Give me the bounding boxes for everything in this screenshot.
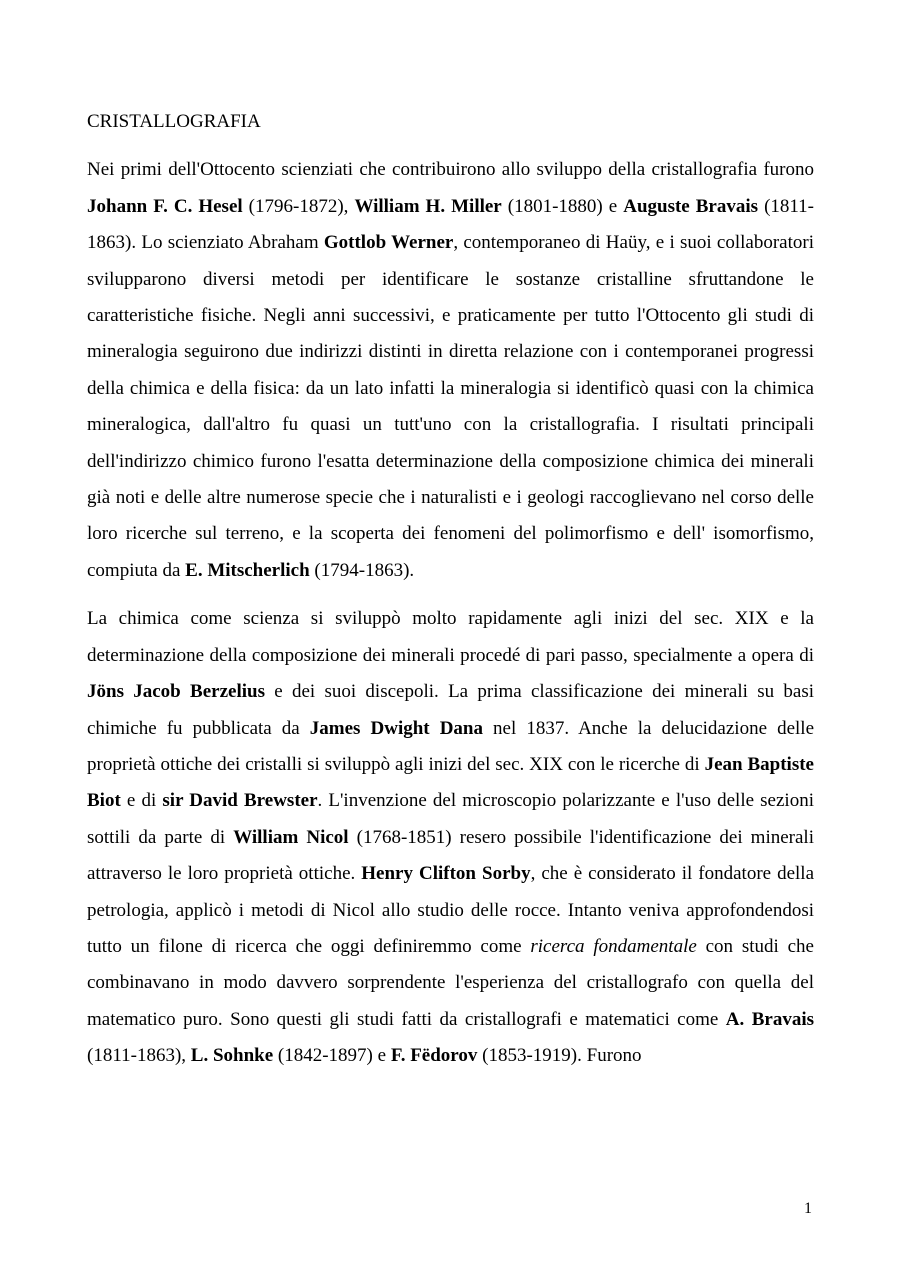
bold-name: sir David Brewster	[162, 790, 318, 812]
document-title: CRISTALLOGRAFIA	[87, 111, 261, 132]
bold-name: Gottlob Werner	[323, 232, 454, 254]
paragraph	[87, 601, 814, 1074]
text-run: nel 1837. Anche la delucidazione delle proprietà ottiche dei cristalli si sviluppò agli inizi del sec. XIX con le ricerche di	[87, 717, 814, 775]
text-run: (1811-1863). Lo scienziato Abraham	[87, 195, 815, 254]
italic-text: ricerca fondamentale	[530, 935, 697, 957]
bold-name: William Nicol	[233, 826, 349, 848]
bold-name: F. Fëdorov	[390, 1045, 478, 1067]
bold-name: L. Sohnke	[190, 1045, 274, 1067]
text-run: . L'invenzione del microscopio polarizzante e l'uso delle sezioni sottili da parte di	[87, 790, 814, 848]
paragraph	[87, 152, 814, 589]
text-run: (1768-1851) resero possibile l'identificazione dei minerali attraverso le loro proprietà ottiche.	[87, 826, 814, 885]
text-run: La chimica come scienza si sviluppò molto rapidamente agli inizi del sec. XIX e la determinazione della composizione dei minerali procedé di pari passo, specialmente a opera di	[87, 608, 814, 666]
text-run: e dei suoi discepoli. La prima classificazione dei minerali su basi chimiche fu pubblicata da	[87, 681, 814, 739]
bold-name: William H. Miller	[354, 195, 502, 217]
text-run: (1842-1897) e	[273, 1045, 391, 1067]
bold-name: Jöns Jacob Berzelius	[87, 681, 265, 703]
bold-name: A. Bravais	[725, 1008, 815, 1030]
text-run: (1811-1863),	[87, 1045, 191, 1067]
text-run: (1853-1919). Furono	[477, 1045, 642, 1067]
text-run: , che è considerato il fondatore della petrologia, applicò i metodi di Nicol allo studio delle rocce. Intanto veniva approfondendosi tutto un filone di ricerca che oggi definiremmo come	[87, 863, 815, 957]
bold-name: Johann F. C. Hesel	[87, 195, 243, 217]
text-run: (1801-1880) e	[501, 195, 624, 217]
text-run: con studi che combinavano in modo davvero sorprendente l'esperienza del cristallografo con quella del matematico puro. Sono questi gli studi fatti da cristallografi e matematici come	[87, 935, 814, 1030]
bold-name: Auguste Bravais	[623, 195, 759, 217]
text-run: (1794-1863).	[309, 559, 415, 581]
bold-name: James Dwight Dana	[309, 717, 483, 739]
bold-name: Henry Clifton Sorby	[361, 863, 531, 885]
bold-name: Jean Baptiste Biot	[87, 753, 814, 812]
text-run: (1796-1872),	[242, 195, 355, 217]
document-page	[87, 104, 814, 1075]
text-run: Nei primi dell'Ottocento scienziati che contribuirono allo sviluppo della cristallografia furono	[87, 159, 814, 181]
text-run: e di	[120, 790, 163, 812]
bold-name: E. Mitscherlich	[185, 559, 310, 581]
text-run: , contemporaneo di Haüy, e i suoi collaboratori svilupparono diversi metodi per identificare le sostanze cristalline sfruttandone le caratteristiche fisiche. Negli anni successivi, e praticamente per tutto l'Ottocento gli studi di mineralogia seguirono due indirizzi distinti in diretta relazione con i contemporanei progressi della chimica e della fisica: da un lato infatti la mineralogia si identificò quasi con la chimica mineralogica, dall'altro fu quasi un tutt'uno con la cristallografia. I risultati principali dell'indirizzo chimico furono l'esatta determinazione della composizione chimica dei minerali già noti e delle altre numerose specie che i naturalisti e i geologi raccoglievano nel corso delle loro ricerche sul terreno, e la scoperta dei fenomeni del polimorfismo e dell' isomorfismo, compiuta da	[87, 232, 815, 581]
page-number: 1	[804, 1200, 812, 1217]
